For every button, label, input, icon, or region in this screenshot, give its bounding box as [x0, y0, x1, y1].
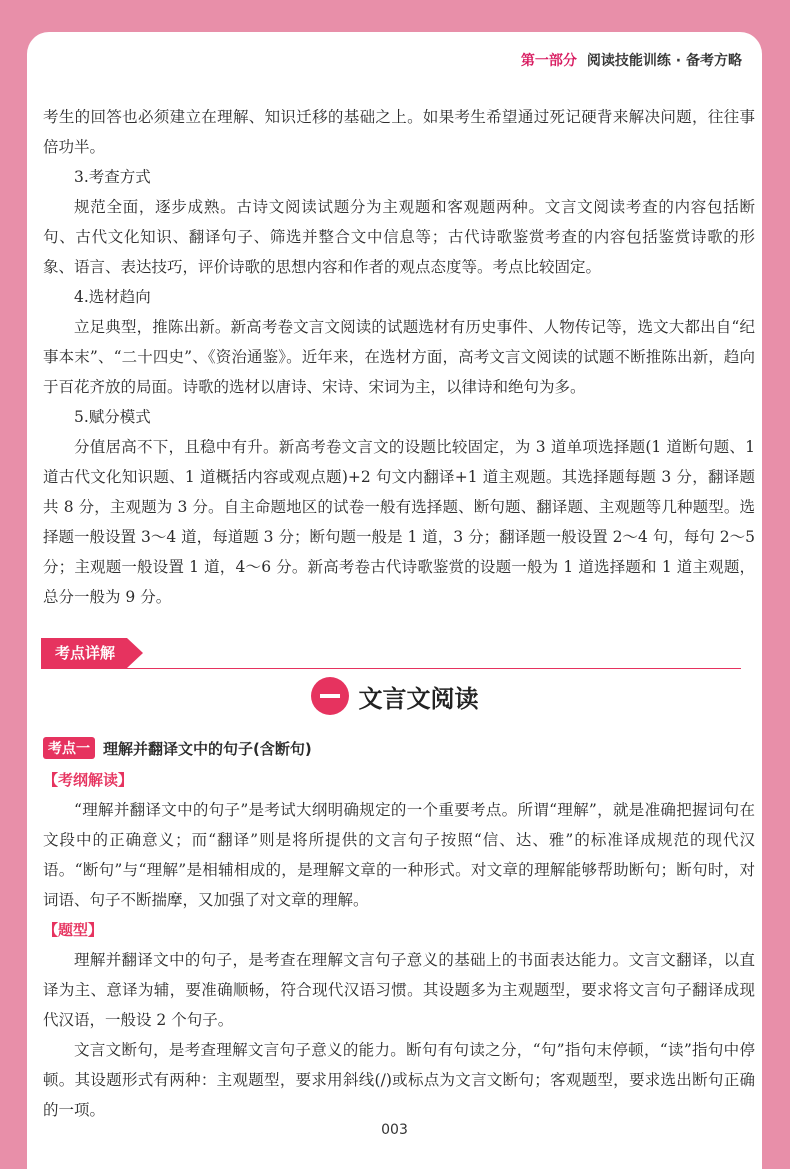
header-part: 第一部分: [520, 53, 577, 69]
divider: [41, 668, 741, 669]
running-header: [521, 50, 742, 70]
paragraph: 文言文断句，是考查理解文言句子意义的能力。断句有句读之分，“句”指句末停顿，“读”指句中停顿。其设题形式有两种：主观题型，要求用斜线(/)或标点为文言文断句；客观题型，要求选出断句正确的一项。: [43, 1041, 755, 1119]
kaodian-title: 理解并翻译文中的句子(含断句): [103, 739, 312, 758]
tag-tixing: 【题型】: [43, 921, 104, 939]
subheading: 4.选材趋向: [74, 288, 151, 306]
paragraph: 立足典型，推陈出新。新高考卷文言文阅读的试题选材有历史事件、人物传记等，选文大都出自“纪事本末”、“二十四史”、《资治通鉴》。近年来，在选材方面，高考文言文阅读的试题不断推陈出新，趋向于百花齐放的局面。诗歌的选材以唐诗、宋诗、宋词为主，以律诗和绝句为多。: [43, 318, 755, 396]
tag-kaogang: 【考纲解读】: [43, 771, 134, 789]
subheading: 3.考查方式: [74, 168, 151, 186]
subheading: 5.赋分模式: [74, 408, 151, 426]
kaodian-heading: [43, 737, 312, 759]
paragraph: 考生的回答也必须建立在理解、知识迁移的基础之上。如果考生希望通过死记硬背来解决问题，往往事倍功半。: [43, 108, 755, 156]
section-title: [27, 677, 762, 715]
section-title-text: 文言文阅读: [358, 684, 479, 713]
body-text: [43, 765, 755, 1125]
section-tag-arrow-icon: [127, 638, 143, 668]
page-number: 003: [381, 1122, 408, 1138]
paragraph: 理解并翻译文中的句子，是考查在理解文言句子意义的基础上的书面表达能力。文言文翻译，以直译为主、意译为辅，要准确顺畅，符合现代汉语习惯。其设题多为主观题型，要求将文言句子翻译成现代汉语，一般设 2 个句子。: [43, 951, 755, 1029]
number-one-icon: [311, 677, 349, 715]
section-tag-label: 考点详解: [41, 638, 127, 668]
paragraph: 规范全面，逐步成熟。古诗文阅读试题分为主观题和客观题两种。文言文阅读考查的内容包括断句、古代文化知识、翻译句子、筛选并整合文中信息等；古代诗歌鉴赏考查的内容包括鉴赏诗歌的形象、语言、表达技巧，评价诗歌的思想内容和作者的观点态度等。考点比较固定。: [43, 198, 755, 276]
kaodian-badge: 考点一: [43, 737, 95, 759]
paragraph: “理解并翻译文中的句子”是考试大纲明确规定的一个重要考点。所谓“理解”，就是准确把握词句在文段中的正确意义；而“翻译”则是将所提供的文言句子按照“信、达、雅”的标准译成规范的现代汉语。“断句”与“理解”是相辅相成的，是理解文章的一种形式。对文章的理解能够帮助断句；断句时，对词语、句子不断揣摩，又加强了对文章的理解。: [43, 801, 755, 909]
header-title: 阅读技能训练 · 备考方略: [586, 53, 742, 69]
section-tag: [41, 638, 143, 668]
intro-text: [43, 102, 755, 612]
page-sheet: [27, 32, 762, 1169]
paragraph: 分值居高不下，且稳中有升。新高考卷文言文的设题比较固定，为 3 道单项选择题(1 道断句题、1 道古代文化知识题、1 道概括内容或观点题)+2 句文内翻译+1 道主观题。其选择题每题 3 分，翻译题共 8 分，主观题为 3 分。自主命题地区的试卷一般有选择题、断句题、翻译题、主观题等几种题型。选择题一般设置 3～4 道，每道题 3 分；断句题一般是 1 道，3 分；翻译题一般设置 2～4 句，每句 2～5 分；主观题一般设置 1 道，4～6 分。新高考卷古代诗歌鉴赏的设题一般为 1 道选择题和 1 道主观题，总分一般为 9 分。: [43, 438, 755, 606]
